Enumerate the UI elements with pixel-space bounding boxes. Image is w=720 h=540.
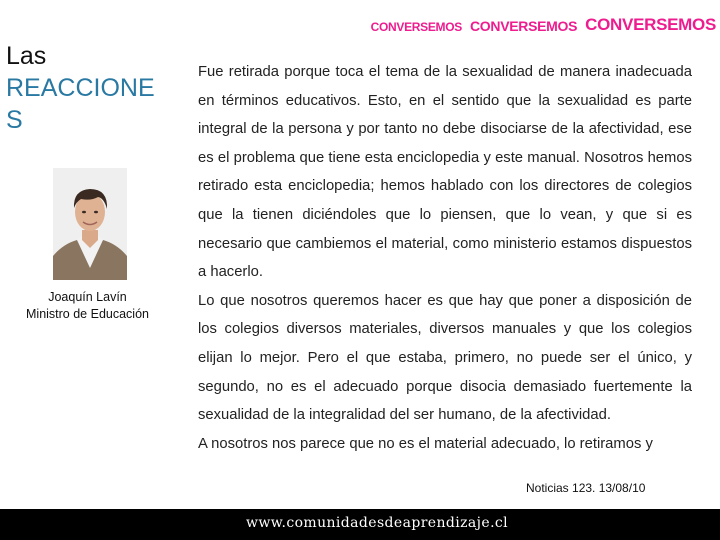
portrait-photo (53, 168, 127, 280)
quote-paragraph-3: A nosotros nos parece que no es el material adecuado, lo retiramos y (198, 435, 653, 452)
brand-medium: CONVERSEMOS (469, 18, 578, 34)
brand-small: CONVERSEMOS (370, 20, 462, 34)
source-citation: Noticias 123. 13/08/10 (526, 481, 646, 495)
title-line-1: Las (6, 42, 47, 70)
portrait-caption (0, 289, 175, 323)
person-name: Joaquín Lavín (48, 290, 127, 304)
title-line-2: REACCIONES (6, 74, 155, 134)
quote-paragraph-2: Lo que nosotros queremos hacer es que hay que poner a disposición de los colegios diversos materiales, diversos manuales y que los colegios elijan lo mejor. Pero el que estaba, primero, no puede ser el único, y segundo, no es el adecuado porque disocia demasiado fuertemente la sexualidad de la integralidad del ser humano, de la afectividad. (198, 292, 692, 424)
portrait-image (53, 168, 127, 280)
quote-paragraph-1: Fue retirada porque toca el tema de la sexualidad de manera inadecuada en términos educativos. Esto, en el sentido que la sexualidad es parte integral de la persona y por tanto no debe disociarse de la afectividad, ese es el problema que tiene esta enciclopedia y este manual. Nosotros hemos retirado esta enciclopedia; hemos hablado con los directores de colegios que la tienen diciéndoles que lo piensen, que lo vean, y que si es necesario que cambiemos el material, como ministerio estamos dispuestos a hacerlo. (198, 64, 692, 281)
brand-large: CONVERSEMOS (585, 15, 716, 34)
person-role: Ministro de Educación (26, 307, 149, 321)
slide-title (6, 40, 176, 136)
conversemos-brand (371, 16, 716, 33)
quote-text (198, 58, 692, 458)
footer-bar (0, 509, 720, 540)
footer-url[interactable]: www.comunidadesdeaprendizaje.cl (246, 515, 509, 531)
